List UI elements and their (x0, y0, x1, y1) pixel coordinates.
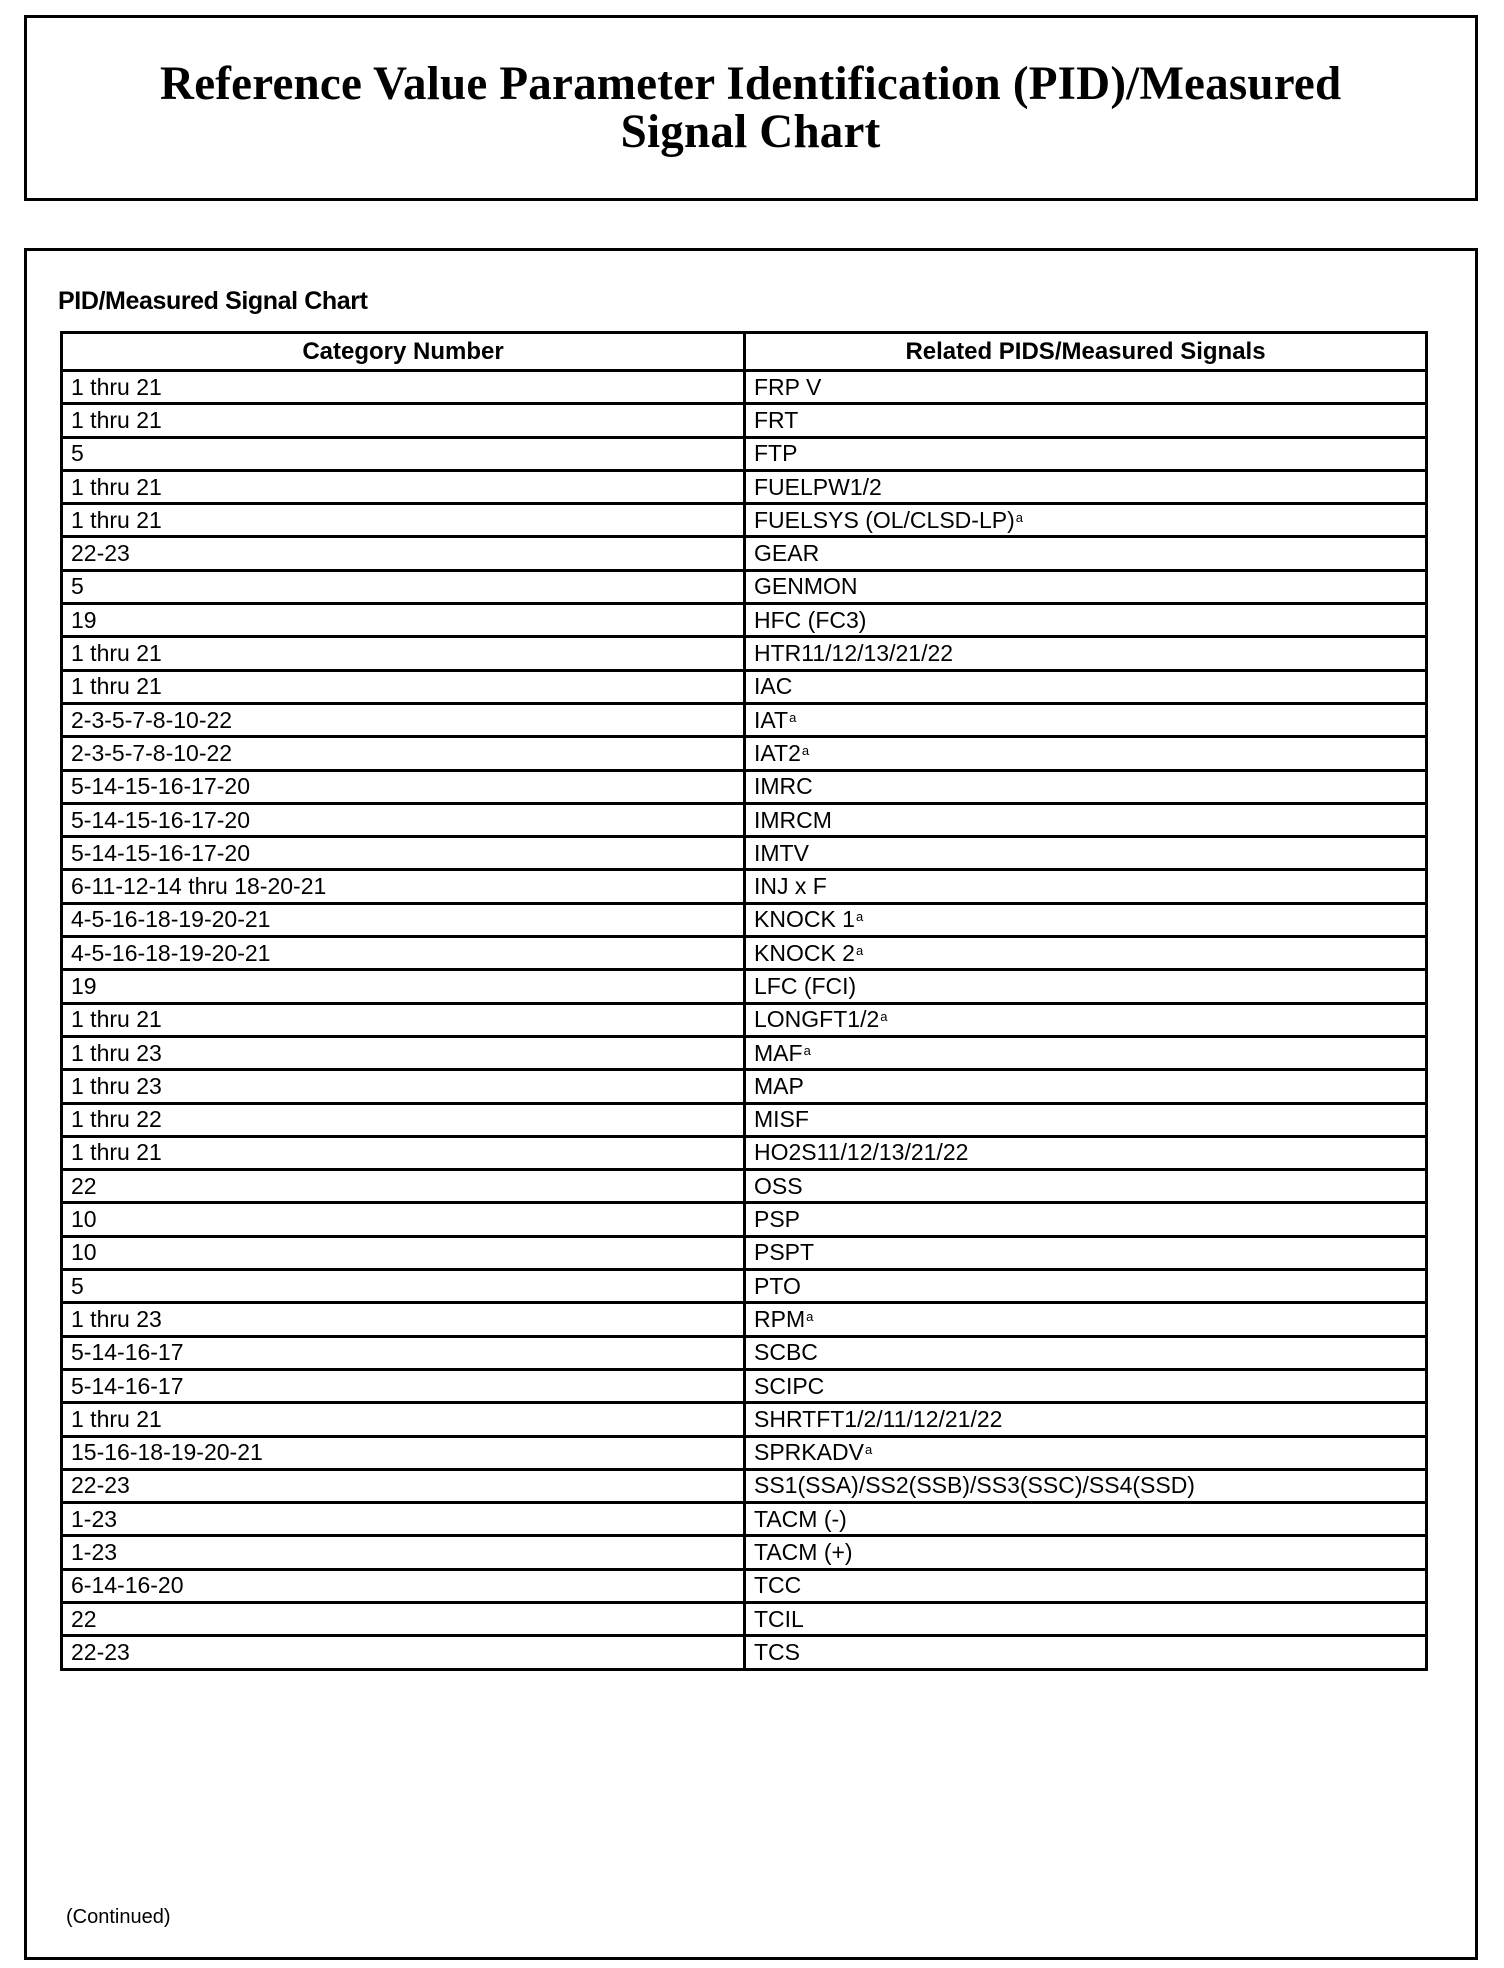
table-row (62, 570, 1427, 603)
related-signal-cell (745, 1369, 1427, 1402)
table-row (62, 1469, 1427, 1502)
related-signal-cell (745, 1636, 1427, 1669)
related-signal-cell (745, 770, 1427, 803)
related-signal-cell (745, 1003, 1427, 1036)
signal-name: IMTV (754, 839, 809, 866)
signal-name: HFC (FC3) (754, 606, 867, 633)
category-number-cell: 1 thru 21 (62, 1403, 745, 1436)
table-row (62, 1203, 1427, 1236)
category-number-cell: 1 thru 23 (62, 1036, 745, 1069)
table-row (62, 637, 1427, 670)
signal-name: SPRKADV (754, 1439, 864, 1466)
signal-name: TCIL (754, 1605, 804, 1632)
table-row (62, 970, 1427, 1003)
related-signal-cell (745, 1403, 1427, 1436)
table-row (62, 1303, 1427, 1336)
footnote-marker: a (855, 909, 864, 925)
signal-name: FUELPW1/2 (754, 473, 882, 500)
category-number-cell: 6-11-12-14 thru 18-20-21 (62, 870, 745, 903)
related-signal-cell (745, 371, 1427, 404)
related-signal-cell (745, 670, 1427, 703)
category-number-cell: 1 thru 23 (62, 1303, 745, 1336)
related-signal-cell (745, 903, 1427, 936)
related-signal-cell (745, 604, 1427, 637)
related-signal-cell (745, 437, 1427, 470)
footnote-marker: a (801, 742, 810, 758)
signal-name: MAP (754, 1072, 804, 1099)
table-row (62, 1270, 1427, 1303)
category-number-cell: 22-23 (62, 1469, 745, 1502)
signal-name: TCC (754, 1572, 802, 1599)
footnote-marker: a (864, 1442, 873, 1458)
category-number-cell: 1 thru 21 (62, 1003, 745, 1036)
signal-name: GENMON (754, 573, 858, 600)
table-row (62, 504, 1427, 537)
related-signal-cell (745, 470, 1427, 503)
footnote-marker: a (1015, 509, 1023, 525)
category-number-cell: 5-14-15-16-17-20 (62, 770, 745, 803)
related-signal-cell (745, 1303, 1427, 1336)
signal-name: OSS (754, 1172, 803, 1199)
footnote-marker: a (803, 1042, 811, 1058)
signal-name: KNOCK 2 (754, 939, 855, 966)
signal-name: IAT2 (754, 739, 801, 766)
signal-name: TACM (-) (754, 1505, 847, 1532)
category-number-cell: 5 (62, 437, 745, 470)
table-row (62, 803, 1427, 836)
table-row (62, 1036, 1427, 1069)
table-row (62, 1403, 1427, 1436)
related-signal-cell (745, 1336, 1427, 1369)
related-signal-cell (745, 1569, 1427, 1602)
column-header-category: Category Number (62, 333, 745, 371)
signal-name: LONGFT1/2 (754, 1006, 880, 1033)
related-signal-cell (745, 570, 1427, 603)
table-row (62, 837, 1427, 870)
signal-name: PSPT (754, 1239, 815, 1266)
category-number-cell: 5-14-16-17 (62, 1369, 745, 1402)
table-row (62, 1536, 1427, 1569)
signal-name: TACM (+) (754, 1539, 853, 1566)
signal-name: PTO (754, 1272, 801, 1299)
related-signal-cell (745, 870, 1427, 903)
related-signal-cell (745, 703, 1427, 736)
table-row (62, 903, 1427, 936)
page-title-box (24, 15, 1478, 201)
category-number-cell: 2-3-5-7-8-10-22 (62, 703, 745, 736)
category-number-cell: 19 (62, 604, 745, 637)
related-signal-cell (745, 504, 1427, 537)
signal-name: SS1(SSA)/SS2(SSB)/SS3(SSC)/SS4(SSD) (754, 1472, 1195, 1499)
footnote-marker: a (855, 942, 864, 958)
related-signal-cell (745, 1469, 1427, 1502)
category-number-cell: 1-23 (62, 1536, 745, 1569)
category-number-cell: 1 thru 21 (62, 404, 745, 437)
related-signal-cell (745, 1536, 1427, 1569)
signal-name: HO2S11/12/13/21/22 (754, 1139, 969, 1166)
category-number-cell: 1 thru 21 (62, 504, 745, 537)
category-number-cell: 5-14-16-17 (62, 1336, 745, 1369)
table-row (62, 1236, 1427, 1269)
related-signal-cell (745, 1436, 1427, 1469)
related-signal-cell (745, 737, 1427, 770)
column-header-signals: Related PIDS/Measured Signals (745, 333, 1427, 371)
table-row (62, 870, 1427, 903)
related-signal-cell (745, 404, 1427, 437)
related-signal-cell (745, 1136, 1427, 1169)
signal-name: KNOCK 1 (754, 906, 855, 933)
signal-name: FRP V (754, 373, 822, 400)
category-number-cell: 1 thru 21 (62, 371, 745, 404)
category-number-cell: 4-5-16-18-19-20-21 (62, 937, 745, 970)
category-number-cell: 6-14-16-20 (62, 1569, 745, 1602)
page-title-line-2: Signal Chart (621, 105, 881, 158)
related-signal-cell (745, 1170, 1427, 1203)
chart-heading: PID/Measured Signal Chart (58, 287, 368, 315)
category-number-cell: 1 thru 21 (62, 470, 745, 503)
continued-note: (Continued) (66, 1906, 171, 1928)
table-row (62, 1369, 1427, 1402)
table-row (62, 770, 1427, 803)
table-row (62, 1070, 1427, 1103)
category-number-cell: 4-5-16-18-19-20-21 (62, 903, 745, 936)
signal-name: PSP (754, 1206, 801, 1233)
category-number-cell: 22-23 (62, 1636, 745, 1669)
category-number-cell: 1 thru 22 (62, 1103, 745, 1136)
category-number-cell: 22-23 (62, 537, 745, 570)
table-row (62, 1569, 1427, 1602)
related-signal-cell (745, 1236, 1427, 1269)
table-body (62, 371, 1427, 1670)
category-number-cell: 2-3-5-7-8-10-22 (62, 737, 745, 770)
signal-name: RPM (754, 1305, 806, 1332)
table-row (62, 537, 1427, 570)
signal-name: MAF (754, 1039, 803, 1066)
category-number-cell: 10 (62, 1203, 745, 1236)
table-row (62, 371, 1427, 404)
table-row (62, 470, 1427, 503)
page-title-line-1: Reference Value Parameter Identification (PID)/Measured (160, 57, 1342, 110)
related-signal-cell (745, 1503, 1427, 1536)
table-row (62, 404, 1427, 437)
table-row (62, 1602, 1427, 1635)
table-row (62, 1136, 1427, 1169)
table-row (62, 937, 1427, 970)
signal-name: HTR11/12/13/21/22 (754, 640, 954, 667)
signal-name: SCBC (754, 1339, 818, 1366)
signal-name: FUELSYS (OL/CLSD-LP) (754, 506, 1015, 533)
table-row (62, 737, 1427, 770)
signal-name: GEAR (754, 540, 820, 567)
related-signal-cell (745, 1036, 1427, 1069)
category-number-cell: 5 (62, 1270, 745, 1303)
signal-name: LFC (FCI) (754, 972, 857, 999)
related-signal-cell (745, 1270, 1427, 1303)
related-signal-cell (745, 1203, 1427, 1236)
signal-name: FRT (754, 406, 799, 433)
related-signal-cell (745, 937, 1427, 970)
signal-name: SCIPC (754, 1372, 825, 1399)
related-signal-cell (745, 537, 1427, 570)
table-row (62, 670, 1427, 703)
related-signal-cell (745, 1103, 1427, 1136)
category-number-cell: 22 (62, 1602, 745, 1635)
signal-name: IAT (754, 706, 789, 733)
category-number-cell: 5 (62, 570, 745, 603)
related-signal-cell (745, 637, 1427, 670)
table-row (62, 1170, 1427, 1203)
pid-signal-table (60, 331, 1428, 1671)
category-number-cell: 10 (62, 1236, 745, 1269)
signal-name: SHRTFT1/2/11/12/21/22 (754, 1405, 1003, 1432)
related-signal-cell (745, 970, 1427, 1003)
footnote-marker: a (789, 709, 797, 725)
table-row (62, 1103, 1427, 1136)
table-row (62, 1503, 1427, 1536)
related-signal-cell (745, 1602, 1427, 1635)
category-number-cell: 1 thru 23 (62, 1070, 745, 1103)
related-signal-cell (745, 803, 1427, 836)
table-row (62, 1336, 1427, 1369)
signal-name: INJ x F (754, 873, 827, 900)
category-number-cell: 5-14-15-16-17-20 (62, 803, 745, 836)
related-signal-cell (745, 837, 1427, 870)
signal-name: IAC (754, 673, 793, 700)
table-row (62, 1436, 1427, 1469)
signal-name: FTP (754, 440, 798, 467)
category-number-cell: 1 thru 21 (62, 670, 745, 703)
table-row (62, 604, 1427, 637)
signal-name: IMRC (754, 773, 813, 800)
footnote-marker: a (806, 1308, 814, 1324)
related-signal-cell (745, 1070, 1427, 1103)
category-number-cell: 1 thru 21 (62, 1136, 745, 1169)
category-number-cell: 22 (62, 1170, 745, 1203)
table-header-row (62, 333, 1427, 371)
category-number-cell: 19 (62, 970, 745, 1003)
table-row (62, 437, 1427, 470)
signal-name: TCS (754, 1638, 800, 1665)
category-number-cell: 5-14-15-16-17-20 (62, 837, 745, 870)
table-row (62, 1636, 1427, 1669)
category-number-cell: 15-16-18-19-20-21 (62, 1436, 745, 1469)
table-row (62, 1003, 1427, 1036)
footnote-marker: a (880, 1009, 888, 1025)
category-number-cell: 1 thru 21 (62, 637, 745, 670)
table-row (62, 703, 1427, 736)
signal-name: MISF (754, 1106, 809, 1133)
signal-name: IMRCM (754, 806, 832, 833)
category-number-cell: 1-23 (62, 1503, 745, 1536)
